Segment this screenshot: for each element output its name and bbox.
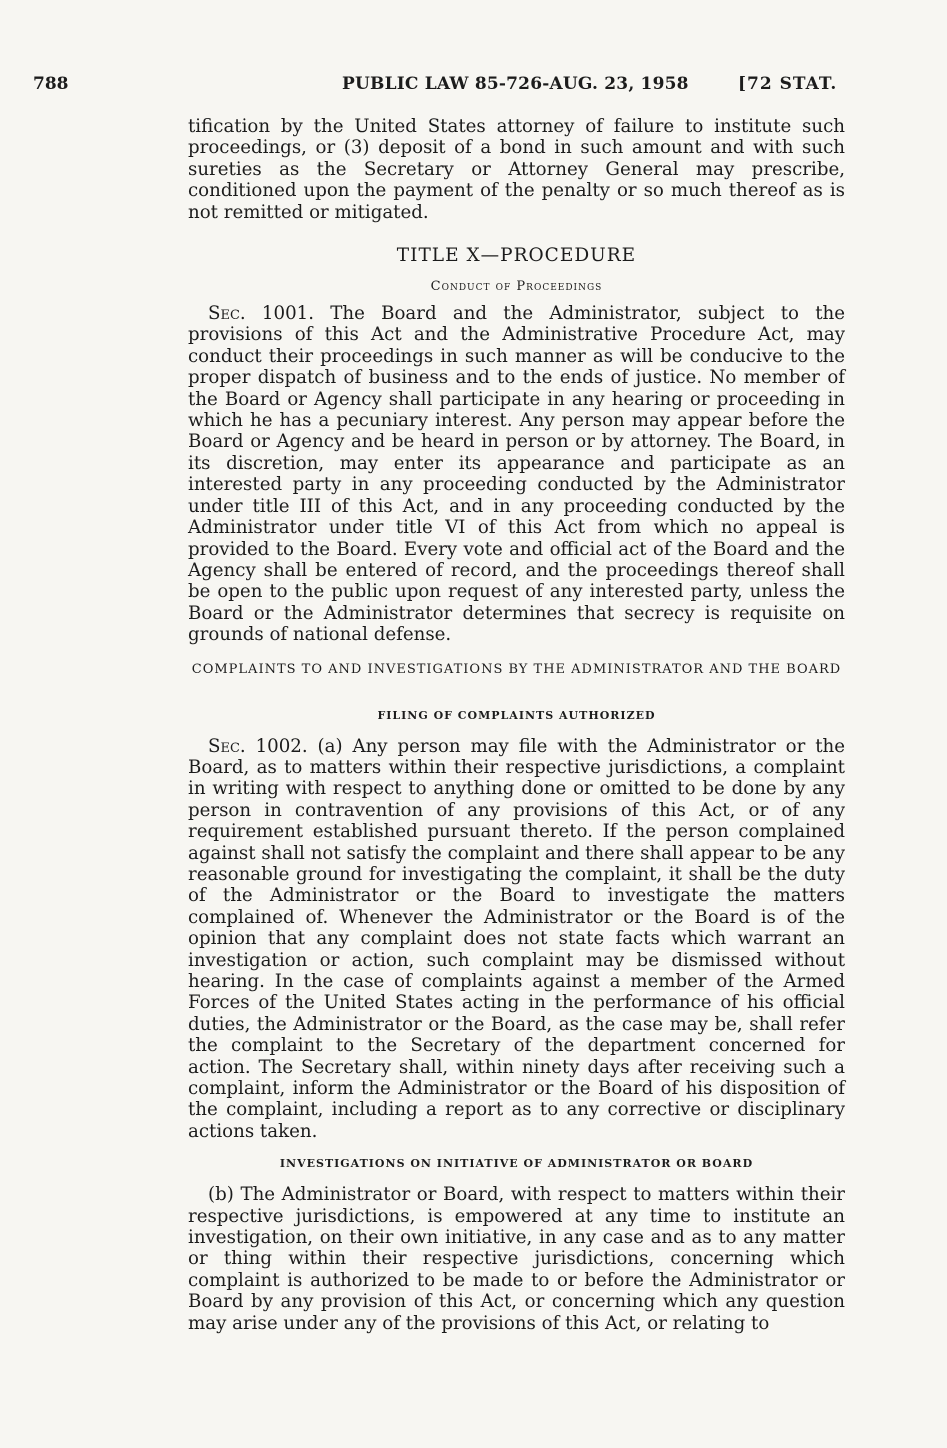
section-1002a-text: (a) Any person may file with the Administrator or the Board, as to matters within their respective jurisdictions, a complaint in writing with respect to anything done or omitted to be done by any person in contravention of any provisions of this Act, or of any requirement established pursuant thereto. If the person complained against shall not satisfy the complaint and there shall appear to be any reasonable ground for investigating the complaint, it shall be the duty of the Administrator or the Board to investigate the matters complained of. Whenever the Administrator or the Board is of the opinion that any complaint does not state facts which warrant an investigation or action, such complaint may be dismissed without hearing. In the case of complaints against a member of the Armed Forces of the United States acting in the performance of his official duties, the Administrator or the Board, as the case may be, shall refer the complaint to the Secretary of the department concerned for action. The Secretary shall, within ninety days after receiving such a complaint, inform the Administrator or the Board of his disposition of the complaint, including a report as to any corrective or disciplinary actions taken. (188, 735, 845, 1142)
section-1001-text: The Board and the Administrator, subject to the provisions of this Act and the Administrative Procedure Act, may conduct their proceedings in such manner as will be conducive to the proper dispatch of business and to the ends of justice. No member of the Board or Agency shall participate in any hearing or proceeding in which he has a pecuniary interest. Any person may appear before the Board or Agency and be heard in person or by attorney. The Board, in its discretion, may enter its appearance and participate as an interested party in any proceeding conducted by the Administrator under title III of this Act, and in any proceeding conducted by the Administrator under title VI of this Act from which no appeal is provided to the Board. Every vote and official act of the Board and the Agency shall be entered of record, and the proceedings thereof shall be open to the public upon request of any interested party, unless the Board or the Administrator determines that secrecy is requisite on grounds of national defense. (188, 303, 845, 646)
statute-reference: [72 STAT. (738, 74, 838, 94)
page-body (188, 116, 845, 1334)
section-1002-label: Sec. 1002. (208, 735, 308, 757)
section-1001-label: Sec. 1001. (208, 303, 314, 325)
complaints-heading: COMPLAINTS TO AND INVESTIGATIONS BY THE ADMINISTRATOR AND THE BOARD (191, 661, 842, 677)
filing-subheading: FILING OF COMPLAINTS AUTHORIZED (377, 708, 656, 722)
section-1002b-paragraph: (b) The Administrator or Board, with respect to matters within their respective jurisdictions, is empowered at any time to institute an investigation, on their own initiative, in any case and as to any matter or thing within their respective jurisdictions, concerning which complaint is authorized to be made to or before the Administrator or Board by any provision of this Act, or concerning which any question may arise under any of the provisions of this Act, or relating to (188, 1184, 845, 1334)
carryover-paragraph: tification by the United States attorney of failure to institute such proceedings, or (3) deposit of a bond in such amount and with such sureties as the Secretary or Attorney General may prescribe, conditioned upon the payment of the penalty or so much thereof as is not remitted or mitigated. (188, 116, 845, 223)
section-1002a-paragraph (188, 736, 845, 1143)
title-heading: TITLE X—PROCEDURE (396, 245, 637, 267)
page-header (0, 74, 947, 104)
investigations-subheading: INVESTIGATIONS ON INITIATIVE OF ADMINISTRATOR OR BOARD (279, 1157, 754, 1171)
section-1001-paragraph (188, 303, 845, 646)
conduct-heading: Conduct of Proceedings (430, 279, 603, 295)
page-number: 788 (33, 74, 69, 94)
running-head: PUBLIC LAW 85-726-AUG. 23, 1958 (342, 74, 689, 94)
